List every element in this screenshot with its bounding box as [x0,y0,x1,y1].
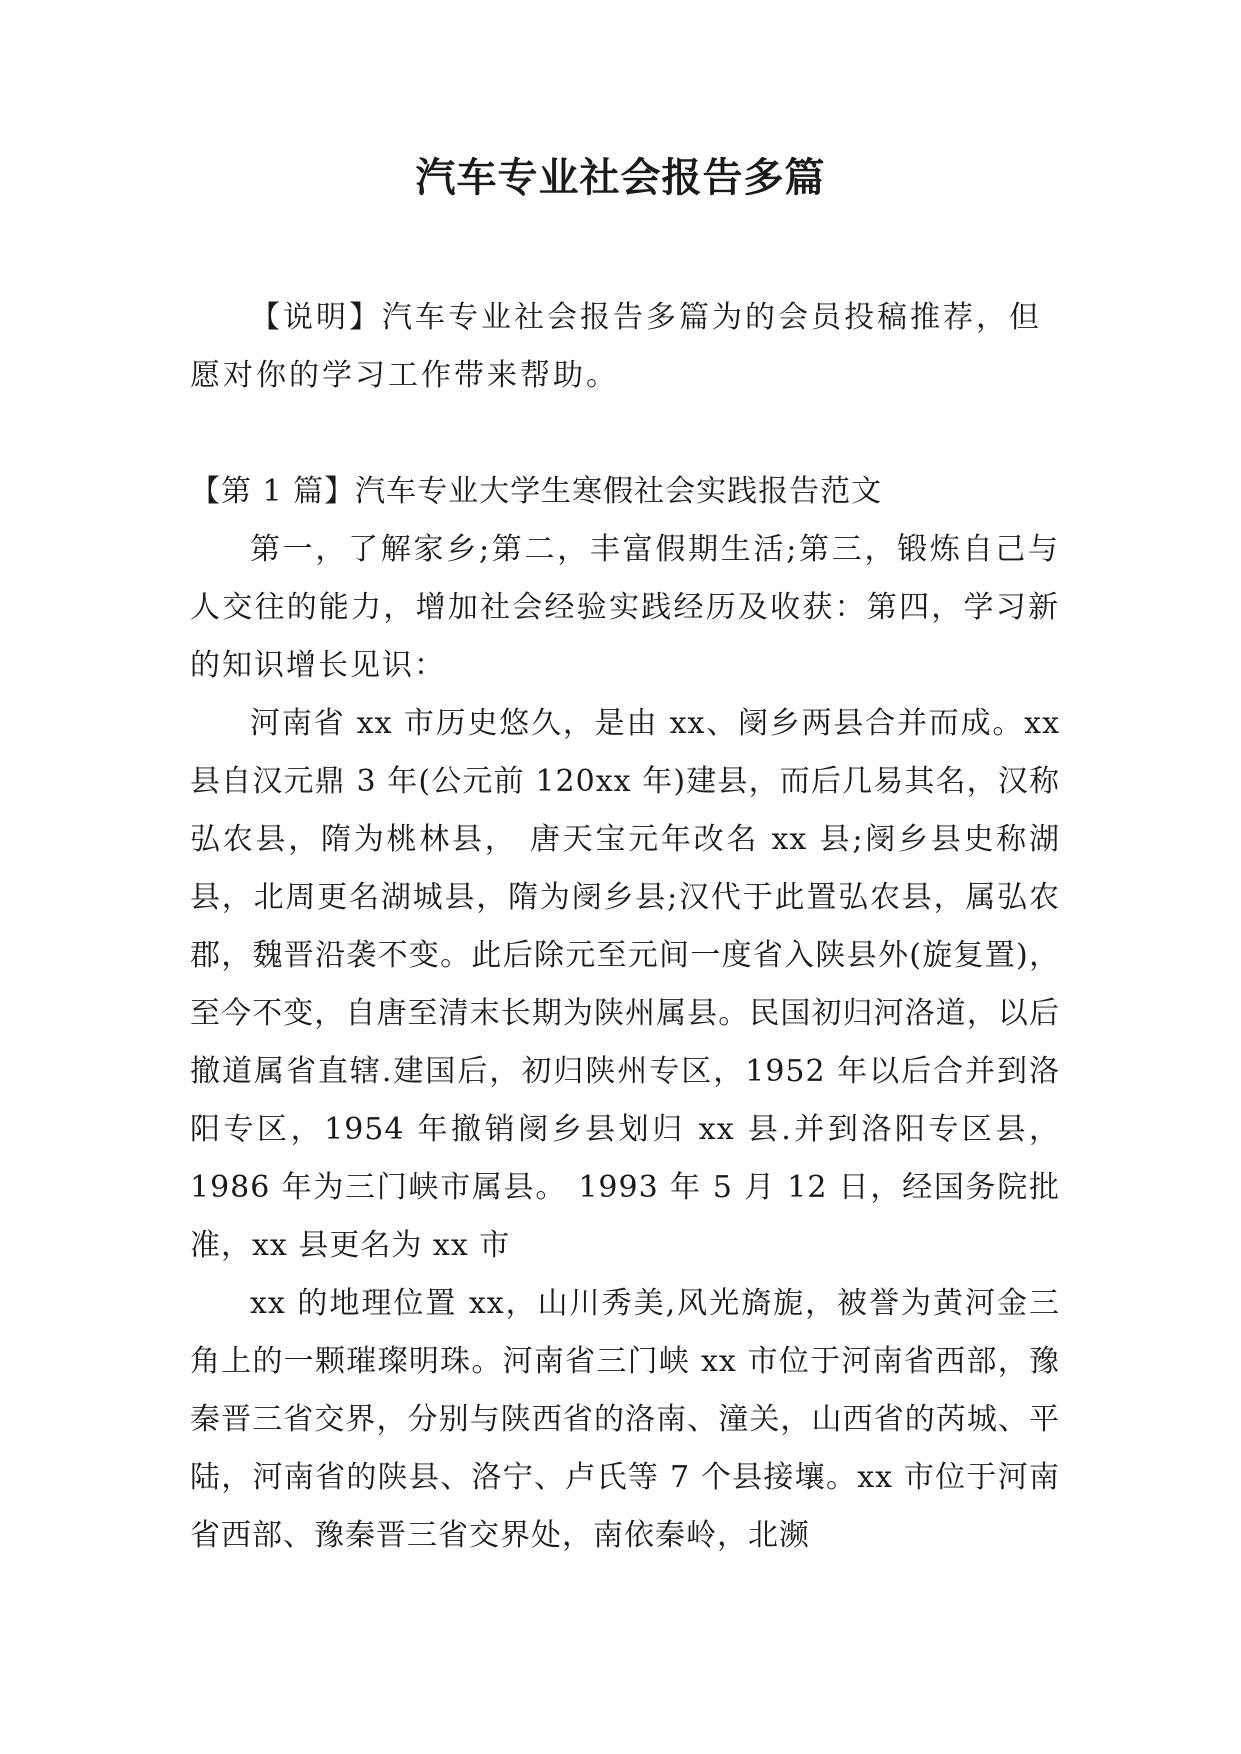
body-paragraph: 第一，了解家乡;第二，丰富假期生活;第三，锻炼自己与人交往的能力，增加社会经验实践经历及收获：第四，学习新的知识增长见识： [190,532,1060,683]
section-body [190,521,1060,1565]
body-paragraph: 河南省 xx 市历史悠久，是由 xx、阌乡两县合并而成。xx 县自汉元鼎 3 年(公元前 120xx 年)建县，而后几易其名，汉称弘农县，隋为桃林县， 唐天宝元年改名 xx 县;阌乡县史称湖县，北周更名湖城县，隋为阌乡县;汉代于此置弘农县，属弘农郡，魏晋沿袭不变。此后除元至元间一度省入陕县外(旋复置)，至今不变，自唐至清末长期为陕州属县。民国初归河洛道，以后撤道属省直辖.建国后，初归陕州专区，1952 年以后合并到洛阳专区，1954 年撤销阌乡县划归 xx 县.并到洛阳专区县，1986 年为三门峡市属县。 1993 年 5 月 12 日，经国务院批准，xx 县更名为 xx 市 [190,706,1060,1263]
intro-note: 【说明】汽车专业社会报告多篇为的会员投稿推荐，但愿对你的学习工作带来帮助。 [190,300,1042,393]
section-heading: 【第 1 篇】汽车专业大学生寒假社会实践报告范文 [190,474,883,509]
document-title: 汽车专业社会报告多篇 [415,155,826,201]
body-paragraph: xx 的地理位置 xx，山川秀美,风光旖旎，被誉为黄河金三角上的一颗璀璨明珠。河南省三门峡 xx 市位于河南省西部，豫秦晋三省交界，分别与陕西省的洛南、潼关，山西省的芮城、平陆，河南省的陕县、洛宁、卢氏等 7 个县接壤。xx 市位于河南省西部、豫秦晋三省交界处，南依秦岭，北濒 [190,1286,1060,1553]
